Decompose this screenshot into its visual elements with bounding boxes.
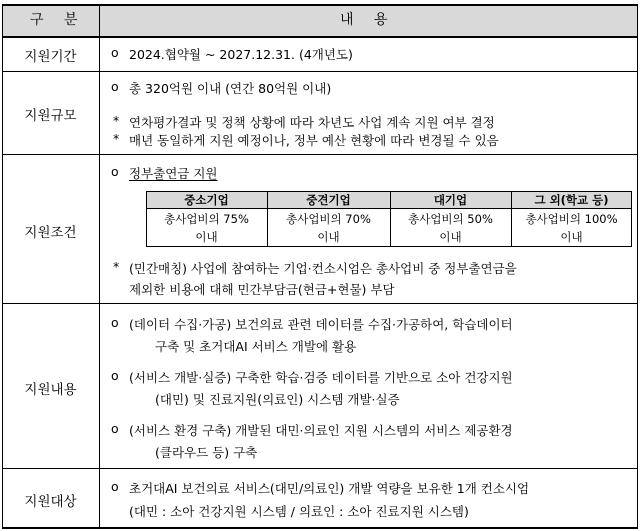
conditions-note-1: (민간매칭) 사업에 참여하는 기업·컨소시엄은 총사업비 중 정부출연금을	[129, 261, 517, 276]
table-border-bottom	[2, 527, 638, 529]
note-asterisk: *	[113, 113, 120, 128]
row-divider	[2, 468, 638, 469]
header-divider	[2, 36, 638, 38]
content-item-3a: (서비스 환경 구축) 개발된 대민·의료인 지원 시스템의 서비스 제공환경	[129, 423, 513, 438]
note-asterisk: *	[113, 259, 120, 274]
target-detail: (대민 : 소아 건강지원 시스템 / 의료인 : 소아 진료지원 시스템)	[129, 504, 469, 519]
row-divider	[2, 303, 638, 304]
bullet-circle: o	[111, 45, 119, 60]
ratio-other-suffix: 이내	[560, 230, 583, 244]
table-border-left	[2, 4, 3, 529]
content-item-1b: 구축 및 초거대AI 서비스 개발에 활용	[155, 339, 357, 354]
scale-note-2: 매년 동일하게 지원 예정이나, 정부 예산 현황에 따라 변경될 수 있음	[129, 133, 499, 148]
ratio-sme-suffix: 이내	[195, 230, 218, 244]
header-sme: 중소기업	[184, 193, 229, 207]
row-divider	[2, 154, 638, 155]
column-divider	[99, 4, 100, 529]
label-scale: 지원규모	[24, 108, 77, 124]
content-item-3b: (클라우드 등) 구축	[155, 445, 258, 460]
content-item-2a: (서비스 개발·실증) 구축한 학습·검증 데이터를 기반으로 소아 건강지원	[129, 370, 513, 385]
table-border-top	[2, 4, 638, 6]
funding-ratio-table	[146, 191, 632, 247]
header-other: 그 외(학교 등)	[534, 193, 609, 207]
bullet-circle: o	[111, 315, 119, 330]
label-content: 지원내용	[24, 382, 77, 398]
ratio-large-suffix: 이내	[439, 230, 462, 244]
period-text: 2024.협약월 ~ 2027.12.31. (4개년도)	[129, 47, 353, 62]
header-category: 구 분	[30, 12, 86, 28]
scale-note-1: 연차평가결과 및 정책 상황에 따라 차년도 사업 계속 지원 여부 결정	[129, 115, 495, 130]
header-midsize: 중견기업	[306, 193, 351, 207]
ratio-midsize: 총사업비의 70%	[286, 212, 371, 226]
bullet-circle: o	[111, 79, 119, 94]
bullet-circle: o	[111, 479, 119, 494]
header-content: 내 용	[340, 12, 396, 28]
ratio-large: 총사업비의 50%	[408, 212, 493, 226]
content-item-1a: (데이터 수집·가공) 보건의료 관련 데이터를 수집·가공하여, 학습데이터	[129, 317, 513, 332]
content-item-2b: (대민) 및 진료지원(의료인) 시스템 개발·실증	[155, 392, 400, 407]
row-divider	[2, 71, 638, 72]
conditions-text: 정부출연금 지원	[129, 166, 218, 181]
label-period: 지원기간	[24, 49, 77, 65]
conditions-note-2: 제외한 비용에 대해 민간부담금(현금+현물) 부담	[129, 282, 395, 297]
bullet-circle: o	[111, 421, 119, 436]
target-text: 초거대AI 보건의료 서비스(대민/의료인) 개발 역량을 보유한 1개 컨소시엄	[129, 481, 530, 496]
table-border-right	[637, 4, 638, 529]
label-conditions: 지원조건	[24, 225, 77, 241]
header-large: 대기업	[433, 193, 468, 207]
label-target: 지원대상	[24, 494, 77, 510]
ratio-sme: 총사업비의 75%	[164, 212, 249, 226]
note-asterisk: *	[113, 131, 120, 146]
table-header-background	[2, 5, 638, 36]
scale-text: 총 320억원 이내 (연간 80억원 이내)	[129, 81, 332, 96]
ratio-midsize-suffix: 이내	[317, 230, 340, 244]
bullet-circle: o	[111, 368, 119, 383]
bullet-circle: o	[111, 164, 119, 179]
ratio-other: 총사업비의 100%	[525, 212, 618, 226]
